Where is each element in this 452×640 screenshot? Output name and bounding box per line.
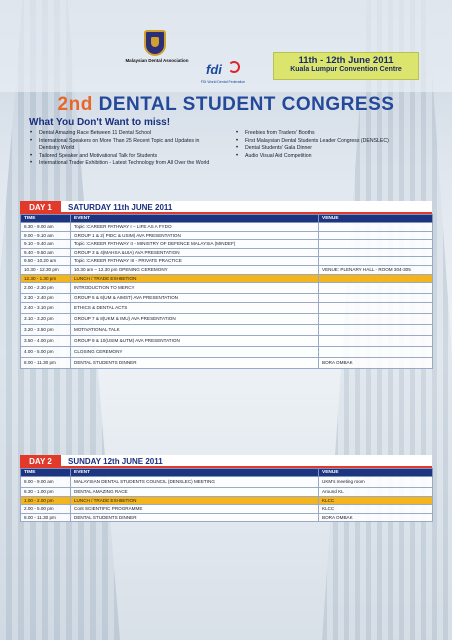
time-cell: 2.30 - 2.40 pm — [21, 294, 71, 303]
venue-cell: VENUE: PLENARY HALL - ROOM 304-305 — [319, 265, 433, 274]
time-cell: 2.00 - 5.00 pm — [21, 505, 71, 514]
table-row — [21, 357, 433, 368]
highlights-right — [236, 130, 426, 160]
time-cell: 8.00 - 11.30 pm — [21, 357, 71, 368]
page-title — [0, 94, 452, 116]
event-cell: INTRODUCTION TO MERCY — [71, 283, 319, 294]
event-cell: DENTAL STUDENTS DINNER — [71, 357, 319, 368]
table-row — [21, 488, 433, 497]
table-row — [21, 294, 433, 303]
highlight-item: • International Trader Exhibition - Latest Technology from All Over the World — [30, 160, 215, 168]
event-cell: GROUP 3 & 4(MAHSA &UIA) AVA PRESENTATION — [71, 248, 319, 257]
day1-label: DAY 1 — [20, 201, 61, 214]
venue-cell — [319, 274, 433, 283]
day1-header-row — [21, 215, 433, 223]
table-row — [21, 313, 433, 324]
table-row — [21, 302, 433, 313]
venue-cell — [319, 257, 433, 266]
venue-cell — [319, 283, 433, 294]
day1-table — [20, 214, 433, 369]
table-row — [21, 265, 433, 274]
venue-cell: Around KL — [319, 488, 433, 497]
time-cell: 9.40 - 9.50 am — [21, 248, 71, 257]
venue-cell: UKM's meeting room — [319, 477, 433, 488]
highlight-item: • Tailored Speaker and Motivational Talk for Students — [30, 153, 215, 161]
venue-cell — [319, 302, 433, 313]
event-cell: GROUP 7 & 8(UKM & IMU) AVA PRESENTATION — [71, 313, 319, 324]
time-cell: 9.10 - 9.40 am — [21, 240, 71, 249]
venue-column-header: VENUE — [319, 469, 433, 477]
table-row — [21, 477, 433, 488]
event-column-header: EVENT — [71, 469, 319, 477]
time-cell: 3.20 - 3.50 pm — [21, 324, 71, 335]
time-cell: 8.00 - 11.30 pm — [21, 513, 71, 522]
event-cell: GROUP 9 & 10(USIM &UTM) AVA PRESENTATION — [71, 335, 319, 346]
venue-cell — [319, 240, 433, 249]
subtitle: What You Don't Want to miss! — [29, 117, 171, 128]
venue-cell — [319, 346, 433, 357]
venue-cell — [319, 231, 433, 240]
event-cell: 10.30 am – 12.30 pm OPENING CEREMONY — [71, 265, 319, 274]
venue-cell — [319, 248, 433, 257]
table-row — [21, 496, 433, 505]
title-prefix: 2nd — [57, 94, 93, 115]
venue-cell — [319, 335, 433, 346]
day2-section — [20, 455, 432, 522]
time-cell: 9.50 - 10.20 am — [21, 257, 71, 266]
time-cell: 8.30 - 1.00 pm — [21, 488, 71, 497]
venue-cell — [319, 223, 433, 232]
table-row — [21, 513, 433, 522]
time-cell: 8.30 - 9.00 am — [21, 223, 71, 232]
time-cell: 2.00 - 2.30 pm — [21, 283, 71, 294]
day2-title: SUNDAY 12th JUNE 2011 — [61, 455, 432, 468]
table-row — [21, 240, 433, 249]
highlight-item: • Freebies from Traders' Booths — [236, 130, 426, 138]
table-row — [21, 283, 433, 294]
day1-title: SATURDAY 11th JUNE 2011 — [61, 201, 432, 214]
day2-header-row — [21, 469, 433, 477]
table-row — [21, 257, 433, 266]
mda-name: Malaysian Dental Association — [125, 58, 189, 63]
time-cell: 1.00 - 2.00 pm — [21, 496, 71, 505]
day2-label: DAY 2 — [20, 455, 61, 468]
highlight-item: • Audio Visual Aid Competition — [236, 153, 426, 161]
fdi-logo-text: fdi — [206, 62, 222, 77]
fdi-name: FDI World Dental Federation — [200, 80, 246, 84]
event-cell: ETHICS & DENTAL ACTS — [71, 302, 319, 313]
time-cell: 10.30 - 12.30 pm — [21, 265, 71, 274]
venue-cell — [319, 324, 433, 335]
table-row — [21, 223, 433, 232]
mda-logo-icon — [144, 30, 166, 56]
event-cell: Topic :CAREER PATHWAY I – LIFE AS A FYDO — [71, 223, 319, 232]
event-cell: MOTIVATIONAL TALK — [71, 324, 319, 335]
table-row — [21, 324, 433, 335]
highlight-item: • Dental Students' Gala Dinner — [236, 145, 426, 153]
table-row — [21, 274, 433, 283]
time-cell: 3.10 - 3.20 pm — [21, 313, 71, 324]
event-cell: MALAYSIAN DENTAL STUDENTS COUNCIL (DENSLEC) MEETING — [71, 477, 319, 488]
time-column-header: TIME — [21, 469, 71, 477]
venue-cell — [319, 313, 433, 324]
day2-rows — [21, 477, 433, 522]
title-main: DENTAL STUDENT CONGRESS — [98, 94, 395, 115]
date-line: 11th - 12th June 2011 — [298, 55, 394, 66]
table-row — [21, 505, 433, 514]
table-row — [21, 346, 433, 357]
venue-column-header: VENUE — [319, 215, 433, 223]
event-cell: DENTAL AMAZING RACE — [71, 488, 319, 497]
table-row — [21, 335, 433, 346]
venue-line: Kuala Lumpur Convention Centre — [290, 66, 402, 73]
day2-table — [20, 468, 433, 522]
venue-cell — [319, 294, 433, 303]
time-cell: 12.30 - 1.30 pm — [21, 274, 71, 283]
date-box — [273, 52, 419, 80]
event-cell: Topic :CAREER PATHWAY II - MINISTRY OF DEFENCE MALAYSIA (MINDEF) — [71, 240, 319, 249]
event-cell: Topic :CAREER PATHWAY III - PRIVATE PRACTICE — [71, 257, 319, 266]
event-cell: CLOSING CEREMONY — [71, 346, 319, 357]
venue-cell: BORA OMBAK — [319, 357, 433, 368]
highlight-item: • First Malaysian Dental Students Leader Congress (DENSLEC) — [236, 138, 426, 146]
day1-rows — [21, 223, 433, 369]
day1-header — [20, 201, 432, 214]
highlight-item: • Dental Amazing Race Between 11 Dental School — [30, 130, 215, 138]
table-row — [21, 248, 433, 257]
time-cell: 9.00 - 9.10 am — [21, 231, 71, 240]
venue-cell: KLCC — [319, 496, 433, 505]
event-column-header: EVENT — [71, 215, 319, 223]
day1-section — [20, 201, 432, 369]
fdi-arc-icon — [228, 61, 240, 73]
event-cell: GROUP 5 & 6(UM & AIMST) AVA PRESENTATION — [71, 294, 319, 303]
event-cell: DENTAL STUDENTS DINNER — [71, 513, 319, 522]
event-cell: Cont SCIENTIFIC PROGRAMME — [71, 505, 319, 514]
event-cell: GROUP 1 & 2( PIDC & USIM) AVA PRESENTATION — [71, 231, 319, 240]
event-cell: LUNCH / TRADE EXHIBITION — [71, 496, 319, 505]
highlights-left — [30, 130, 215, 168]
venue-cell: KLCC — [319, 505, 433, 514]
time-cell: 3.50 - 4.00 pm — [21, 335, 71, 346]
time-column-header: TIME — [21, 215, 71, 223]
time-cell: 8.00 - 9.00 am — [21, 477, 71, 488]
time-cell: 4.00 - 5.00 pm — [21, 346, 71, 357]
highlight-item: • International Speakers on More Than 25 Recent Topic and Updates in Dentistry World — [30, 138, 215, 153]
table-row — [21, 231, 433, 240]
day2-header — [20, 455, 432, 468]
time-cell: 2.40 - 3.10 pm — [21, 302, 71, 313]
event-cell: LUNCH / TRADE EXHIBITION — [71, 274, 319, 283]
venue-cell: BORA OMBAK — [319, 513, 433, 522]
